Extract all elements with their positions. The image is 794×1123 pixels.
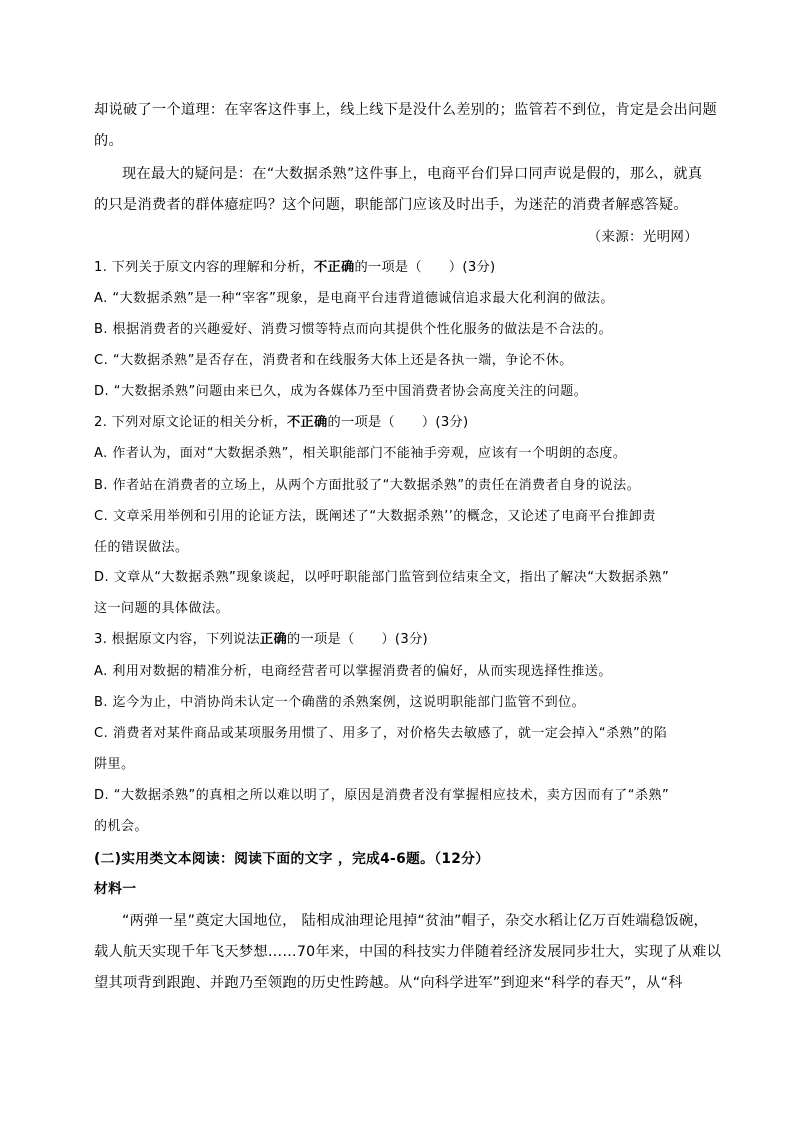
- option-c-line2: 阱里。: [94, 757, 135, 772]
- section-title: (二)实用类文本阅读：阅读下面的文字 ，完成4-6题。（12分）: [94, 851, 490, 867]
- option-a: A. 作者认为，面对“大数据杀熟”，相关职能部门不能袖手旁观，应该有一个明朗的态度。: [94, 446, 627, 461]
- question-suffix: 的一项是（ ）(3分): [287, 632, 428, 647]
- option-c-line1: C. 消费者对某件商品或某项服务用惯了、用多了，对价格失去敏感了，就一定会掉入“杀熟”的陷: [94, 726, 668, 741]
- option-a: A. 利用对数据的精准分析，电商经营者可以掌握消费者的偏好，从而实现选择性推送。: [94, 664, 612, 679]
- option-d-line2: 这一问题的具体做法。: [94, 601, 230, 616]
- question-suffix: 的一项是（ ）(3分): [354, 260, 496, 275]
- question-prefix: 1. 下列关于原文内容的理解和分析，: [94, 260, 314, 275]
- option-b: B. 迄今为止，中消协尚未认定一个确凿的杀熟案例，这说明职能部门监管不到位。: [94, 695, 586, 710]
- question-1-stem: [94, 258, 495, 278]
- source-attribution: （来源：光明网）: [587, 229, 698, 245]
- option-d-line2: 的机会。: [94, 819, 149, 834]
- paragraph-line: 却说破了一个道理：在宰客这件事上，线上线下是没什么差别的；监管若不到位，肯定是会出问题: [94, 102, 717, 118]
- option-d-line1: D. 文章从“大数据杀熟”现象谈起，以呼吁职能部门监管到位结束全文，指出了解决“大数据杀熟”: [94, 570, 670, 585]
- material-line: 望其项背到跟跑、并跑乃至领跑的历史性跨越。从“向科学进军”到迎来“科学的春天”，从“科: [94, 975, 683, 991]
- question-2-stem: [94, 413, 468, 433]
- option-c-line1: C. 文章采用举例和引用的论证方法，既阐述了“大数据杀熟’’的概念，又论述了电商平台推卸责: [94, 509, 656, 524]
- paragraph-line: 现在最大的疑问是：在“大数据杀熟”这件事上，电商平台们异口同声说是假的，那么，就真: [122, 166, 703, 182]
- option-b: B. 作者站在消费者的立场上，从两个方面批驳了“大数据杀熟”的责任在消费者自身的说法。: [94, 478, 641, 493]
- option-d-line1: D. “大数据杀熟”的真相之所以难以明了，原因是消费者没有掌握相应技术，卖方因而有了“杀熟”: [94, 788, 670, 803]
- material-line: “两弹一星”奠定大国地位， 陆相成油理论甩掉“贫油”帽子，杂交水稻让亿万百姓端稳饭碗，: [122, 913, 708, 929]
- question-prefix: 3. 根据原文内容，下列说法: [94, 632, 261, 647]
- question-3-stem: [94, 630, 428, 650]
- option-a: A. “大数据杀熟”是一种“宰客”现象，是电商平台违背道德诚信追求最大化利润的做法。: [94, 291, 614, 306]
- question-emphasis: 不正确: [314, 260, 355, 275]
- material-line: 载人航天实现千年飞天梦想……70年来，中国的科技实力伴随着经济发展同步壮大，实现了从难以: [94, 944, 722, 960]
- paragraph-line: 的只是消费者的群体癔症吗？这个问题，职能部门应该及时出手，为迷茫的消费者解惑答疑。: [94, 197, 688, 213]
- option-d: D. “大数据杀熟”问题由来已久，成为各媒体乃至中国消费者协会高度关注的问题。: [94, 384, 588, 399]
- option-b: B. 根据消费者的兴趣爱好、消费习惯等特点而向其提供个性化服务的做法是不合法的。: [94, 322, 613, 337]
- question-prefix: 2. 下列对原文论证的相关分析，: [94, 415, 288, 430]
- question-emphasis: 正确: [260, 632, 288, 647]
- paragraph-line: 的。: [94, 133, 123, 149]
- material-heading: 材料一: [94, 881, 137, 897]
- option-c-line2: 任的错误做法。: [94, 540, 189, 555]
- option-c: C. “大数据杀熟”是否存在，消费者和在线服务大体上还是各执一端，争论不休。: [94, 353, 573, 368]
- question-emphasis: 不正确: [287, 415, 328, 430]
- question-suffix: 的一项是（ ）(3分): [327, 415, 469, 430]
